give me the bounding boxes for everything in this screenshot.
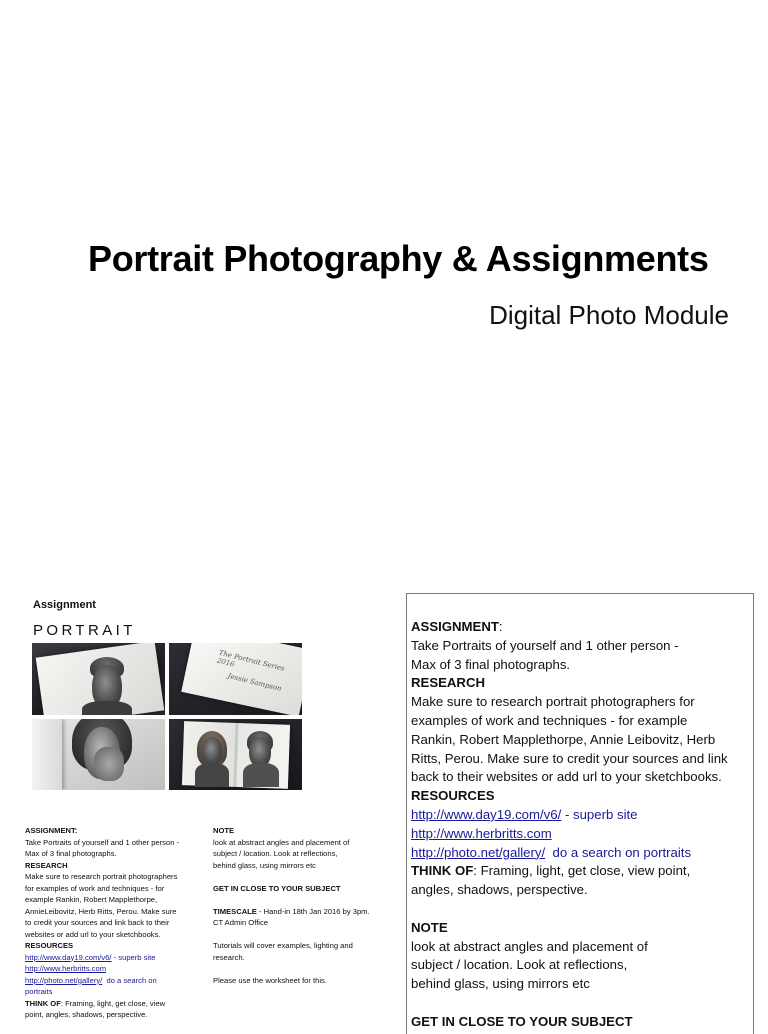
page-subtitle: Digital Photo Module: [489, 300, 729, 330]
page-title: Portrait Photography & Assignments: [88, 238, 709, 279]
photo-book-cover-man: [32, 643, 165, 715]
note-line: subject / location. Look at reflections,: [411, 957, 628, 973]
close-heading: GET IN CLOSE TO YOUR SUBJECT: [411, 1013, 633, 1029]
assignment-label: Assignment: [33, 599, 96, 611]
research-line: Make sure to research portrait photographers for: [411, 694, 695, 710]
col2-note-line: behind glass, using mirrors etc: [213, 860, 316, 870]
assignment-detail-card: [406, 593, 754, 1034]
photo-book-title: [169, 643, 302, 715]
col1-link-herbritts[interactable]: http://www.herbritts.com: [25, 964, 107, 973]
book-title-caption: The Portrait Series 2016: [216, 648, 286, 673]
think-text-2: angles, shadows, perspective.: [411, 882, 588, 898]
assignment-detail-text: [411, 618, 751, 1032]
col1-research-line: websites or add url to your sketchbooks.: [25, 929, 161, 939]
col1-research-line: AnnieLeibovitz, Herb Ritts, Perou. Make sure: [25, 906, 177, 916]
photo-open-book-couple: [169, 719, 302, 790]
col1-link1-note: - superb site: [113, 952, 156, 962]
col1-think-text-2: point, angles, shadows, perspective.: [25, 1010, 148, 1019]
link-herbritts[interactable]: http://www.herbritts.com: [411, 825, 552, 841]
sheet-column-1: [25, 825, 210, 1021]
link3-note: do a search on portraits: [552, 844, 692, 860]
col1-assignment-heading: ASSIGNMENT:: [25, 826, 78, 835]
col1-link-photonet[interactable]: http://photo.net/gallery/: [25, 975, 103, 985]
col1-think-text: : Framing, light, get close, view: [60, 998, 166, 1008]
col2-note-heading: NOTE: [213, 826, 235, 835]
book-author-caption: Jessie Sampson: [226, 671, 283, 693]
photo-woman-portrait: [32, 719, 165, 790]
note-heading: NOTE: [411, 919, 448, 935]
col1-research-line: Make sure to research portrait photographers: [25, 872, 178, 881]
sheet-column-2: [213, 825, 393, 986]
assignment-colon: :: [498, 619, 503, 634]
research-line: back to their websites or add url to your sketchbooks.: [411, 769, 722, 785]
research-line: Rankin, Robert Mapplethorpe, Annie Leibovitz, Herb: [411, 731, 716, 747]
col1-assignment-text-2: Max of 3 final photographs.: [25, 849, 117, 858]
col2-tutorials-line: Tutorials will cover examples, lighting and: [213, 941, 353, 950]
resources-heading: RESOURCES: [411, 788, 495, 804]
col2-worksheet-note: Please use the worksheet for this.: [213, 975, 327, 985]
research-heading: RESEARCH: [411, 675, 486, 691]
col1-research-heading: RESEARCH: [25, 860, 68, 870]
col2-timescale-text-2: CT Admin Office: [213, 918, 269, 927]
col1-link-day19[interactable]: http://www.day19.com/v6/: [25, 952, 112, 962]
col2-close-heading: GET IN CLOSE TO YOUR SUBJECT: [213, 883, 341, 893]
link-day19[interactable]: http://www.day19.com/v6/: [411, 806, 562, 822]
col2-tutorials-line: research.: [213, 952, 245, 962]
link-photonet[interactable]: http://photo.net/gallery/: [411, 844, 546, 860]
note-line: look at abstract angles and placement of: [411, 938, 648, 954]
col1-assignment-text: Take Portraits of yourself and 1 other person -: [25, 837, 180, 847]
col1-resources-heading: RESOURCES: [25, 941, 74, 950]
col1-research-line: example Rankin, Robert Mapplethorpe,: [25, 895, 158, 904]
assignment-sheet-preview: [0, 590, 400, 1024]
note-line: behind glass, using mirrors etc: [411, 976, 590, 992]
think-text: : Framing, light, get close, view point,: [473, 863, 691, 879]
col2-timescale-text: - Hand-in 18th Jan 2016 by 3pm.: [259, 906, 370, 916]
assignment-line: Take Portraits of yourself and 1 other person -: [411, 637, 679, 653]
col1-link3-note: do a search on: [106, 975, 157, 985]
col1-research-line: to credit your sources and link back to their: [25, 918, 170, 927]
assignment-heading: ASSIGNMENT: [411, 619, 499, 634]
portrait-heading: PORTRAIT: [33, 622, 136, 639]
research-line: Ritts, Perou. Make sure to credit your sources and link: [411, 750, 728, 766]
col1-research-line: for examples of work and techniques - for: [25, 883, 165, 893]
col1-link3-note-2: portraits: [25, 987, 53, 996]
col1-think-heading: THINK OF: [25, 998, 61, 1008]
col2-timescale-heading: TIMESCALE: [213, 906, 257, 916]
col2-note-line: subject / location. Look at reflections,: [213, 849, 338, 858]
research-line: examples of work and techniques - for example: [411, 712, 688, 728]
col2-note-line: look at abstract angles and placement of: [213, 837, 350, 847]
assignment-line: Max of 3 final photographs.: [411, 656, 571, 672]
think-heading: THINK OF: [411, 863, 474, 879]
link1-note: - superb site: [564, 806, 638, 822]
